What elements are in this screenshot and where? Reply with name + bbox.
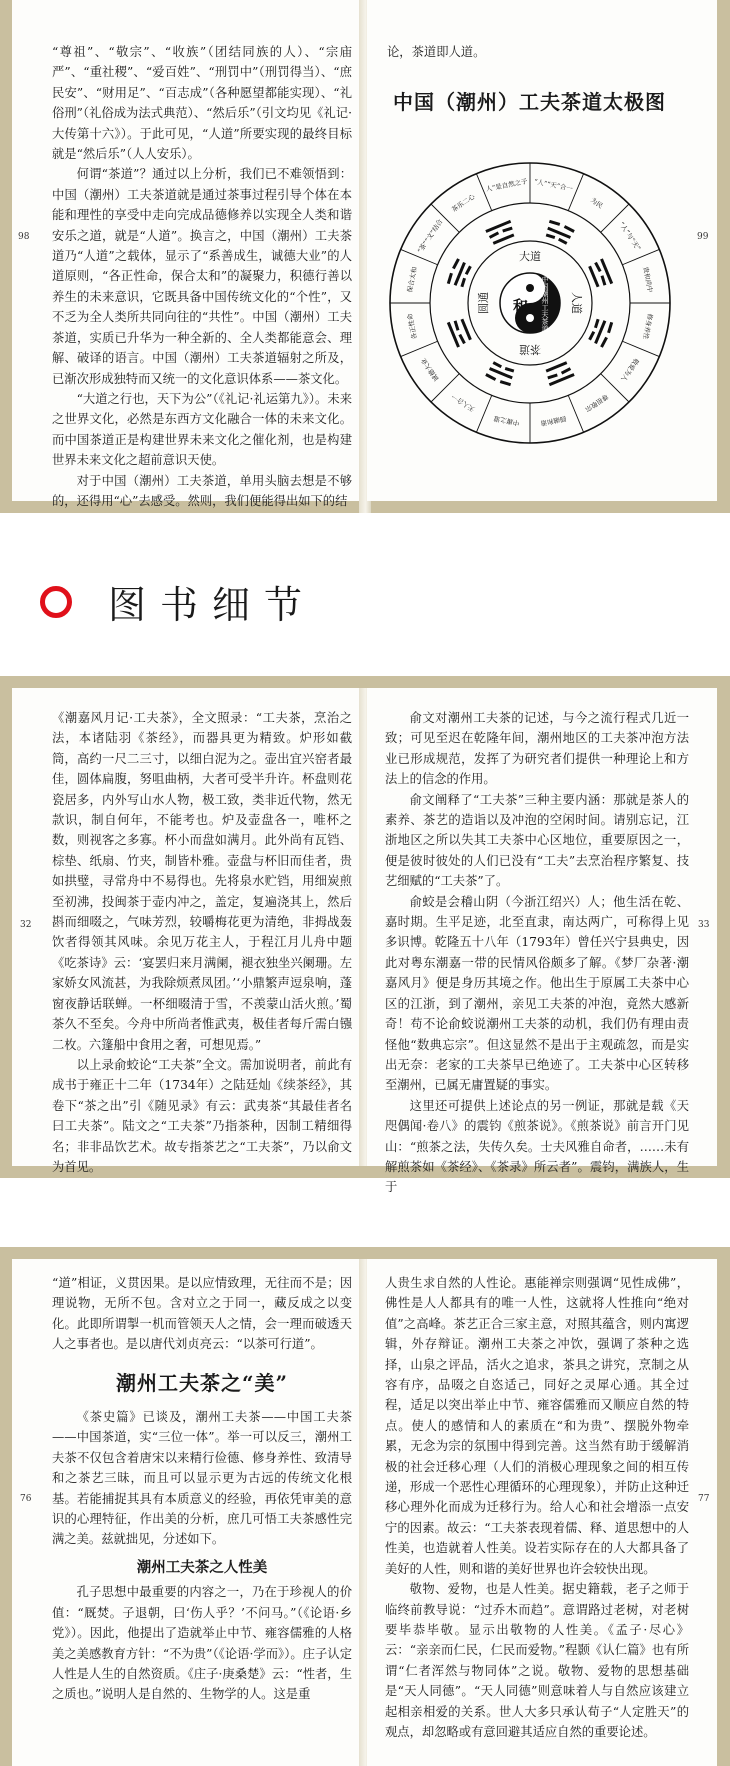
page-number: 32 bbox=[20, 920, 32, 930]
paragraph: “道”相证，义贯因果。是以应情致理，无往而不是；因理说物，无所不包。含对立之于同一，藏反成之以变化。此即所谓掣一机而管领天人之情，会一理而破透天人之事者也。是以唐代刘贞亮云：“以茶可行道”。 bbox=[52, 1276, 352, 1352]
outer-ring-label: 为民 bbox=[589, 196, 605, 211]
inner-ring-label: 人道 bbox=[570, 292, 583, 314]
outer-ring-label: 尊祖敬宗 bbox=[583, 392, 610, 414]
paragraph: 人贵生求自然的人性论。惠能禅宗则强调“见性成佛”，佛性是人人都具有的唯一人性，这就将人性推向“绝对值”之高峰。茶艺正合三家主意，对照其蕴含，则内寓逻辑，外存辩证。潮州工夫茶之冲饮，强调了茶种之选择，山泉之评品，活火之追求，茶具之讲究，烹制之从容有序，品啜之自恣适己，同好之灵犀心通。其全过程，适足以突出举止中节、雍容儒雅而又顺应自然的特点。使人的感情和人的素质在“和为贵”、摆脱外物牵累，无念为宗的氛围中得到完善。这当然有助于缓解消极的社会迁移心理（人们的消极心理现象之间的相互传递，形成一个恶性心理循环的心理现象），并防止这种迁移心理外化而成为迁移行为。给人心和社会增添一点安宁的因素。故云：“工夫茶表现着儒、释、道思想中的人性美，也造就着人性美。设若实际存在的人大都具备了美好的人性，则和谐的美好世界也许会较快出现。 bbox=[385, 1276, 689, 1576]
trigram-bar bbox=[564, 226, 574, 231]
trigram-bar bbox=[596, 263, 601, 272]
trigram-bar bbox=[548, 375, 558, 378]
paragraph: 《茶史篇》已谈及，潮州工夫茶——中国工夫茶——中国茶道，实“三位一体”。举一可以反三，潮州工夫茶不仅包含着唐宋以来精行俭德、修身养性、致清导和之茶艺三昧，而且可以显示更为古远的传统文化根基。若能捕捉其具有本质意义的经验，再依凭审美的意识的心理特征，作出美的分析，庶几可悟工夫茶感性完满之美。兹就拙见，分述如下。 bbox=[52, 1410, 352, 1547]
left-page-text bbox=[52, 42, 352, 511]
trigram-bar bbox=[602, 276, 605, 286]
ring-divider bbox=[476, 395, 491, 432]
trigram-bar bbox=[549, 221, 559, 224]
paragraph: 论，茶道即人道。 bbox=[387, 45, 486, 59]
right-page-text bbox=[385, 708, 689, 1198]
section-title: 图书细节 bbox=[108, 583, 317, 627]
book-spread-1 bbox=[0, 0, 730, 513]
center-text: 中国潮州工夫茶道 bbox=[541, 276, 549, 332]
paragraph: 俞文阐释了“工夫茶”三种主要内涵：那就是茶人的素养、茶艺的造诣以及冲泡的空闲时间。请别忘记，江浙地区之所以失其工夫茶中心区地位，重要原因之一，便是彼时彼处的人们已没有“工夫”去烹治程序繁复、技艺细赋的“工夫茶”了。 bbox=[385, 792, 689, 889]
trigram-bar bbox=[493, 235, 514, 244]
paragraph: 敬物、爱物，也是人性美。据史籍载，老子之师于临终前教导说：“过乔木而趋”。意谓路过老树，对老树要毕恭毕敬。显示出敬物的人性美。《孟子·尽心》云：“亲亲而仁民，仁民而爱物。”程颢《认仁篇》也有所谓“仁者浑然与物同体”之说。敬物、爱物的思想基础是“天人同德”。“天人同德”则意味着人与自然应该建立起相亲相爱的关系。世人大多只承认荀子“人定胜天”的观点，却忽略或有意回避其适应自然的重要论述。 bbox=[385, 1582, 689, 1739]
trigram-bar bbox=[559, 239, 567, 243]
trigram-bar bbox=[503, 228, 513, 231]
left-page-text bbox=[52, 1273, 352, 1705]
paragraph: “尊祖”、“敬宗”、“收族”（团结同族的人）、“宗庙严”、“重社稷”、“爱百姓”、“刑罚中”（刑罚得当）、“庶民安”、“财用足”、“百志成”（各种愿望都能实现）、“礼俗刑”（礼俗成为法式典范）、“然后乐”（引文均见《礼记·大传第十六》）。于此可见，“人道”所要实现的最终目标就是“然后乐”（人人安乐）。 bbox=[52, 45, 352, 162]
paragraph: 何谓“茶道”？通过以上分析，我们已不难领悟到：中国（潮州）工夫茶道就是通过茶事过程引导个体在本能和理性的享受中走向完成品德修养以实现全人类和谐安乐之道，就是“人道”。换言之，中国（潮州）工夫茶道乃“人道”之载体，显示了“系善成生，诚德大业”的人道原则，“各正性命，保合太和”的凝聚力，积德行善以养生的未来意识，它既具备中国传统文化的“个性”，又不乏为全人类所共同向往的“共性”。中国（潮州）工夫茶道，实质已升华为一种全新的、全人类都能意会、理解、破译的语言。中国（潮州）工夫茶道辐射之所及，已渐次形成独特而又统一的文化意识体系——茶文化。 bbox=[52, 167, 352, 386]
outer-ring-label: 中庸之道 bbox=[493, 414, 521, 428]
page-number: 33 bbox=[698, 920, 710, 930]
ring-divider bbox=[401, 341, 438, 356]
trigram-bar bbox=[462, 278, 465, 287]
outer-ring-label: 保合太和 bbox=[405, 266, 419, 294]
trigram-bar bbox=[500, 382, 510, 385]
page-number: 98 bbox=[18, 232, 30, 242]
page-number: 99 bbox=[697, 232, 709, 242]
paragraph: “大道之行也，天下为公”（《礼记·礼运第九》）。未来之世界文化，必然是东西方文化融合一体的未来文化。而中国茶道正是构建世界未来文化之催化剂，也是构建世界未来文化之超前意识天使。 bbox=[52, 391, 352, 468]
trigram-bar bbox=[562, 369, 571, 374]
trigram-bar bbox=[609, 322, 612, 332]
trigram-bar bbox=[595, 319, 598, 328]
paragraph: 俞文对潮州工夫茶的记述，与今之流行程式几近一致；可见至迟在乾隆年间，潮州地区的工夫茶冲泡方法业已形成规范，发挥了为研究者们提供一种理论上和方法上的信念的作用。 bbox=[385, 711, 689, 787]
trigram-bar bbox=[505, 368, 514, 371]
inner-ring-label: 茶道 bbox=[519, 343, 541, 356]
trigram-bar bbox=[590, 332, 594, 340]
right-page-text bbox=[387, 42, 687, 62]
book-spread-2 bbox=[0, 676, 730, 1195]
ring-divider bbox=[568, 395, 583, 432]
outer-ring-label: 茶乐二心 bbox=[450, 192, 477, 214]
outer-ring-label: 各正性命 bbox=[405, 312, 419, 340]
paragraph: 这里还可提供上述论点的另一例证，那就是载《天咫偶闻·卷八》的震钧《煎茶说》。《煎茶说》前言开门见山：“煎茶之法，失传久矣。士夫风雅自命者，……未有解煎茶如《茶经》、《茶录》所云者”。震钧，满族人，生于 bbox=[385, 1098, 689, 1195]
outer-ring-label: 诚德大业 bbox=[419, 356, 441, 383]
paragraph: 《潮嘉风月记·工夫茶》，全文照录：“工夫茶，烹治之法，本诸陆羽《茶经》，而器具更为精致。炉形如截筒，高约一尺二三寸，以细白泥为之。壶出宜兴窑者最佳，圆体扁腹，努咀曲柄，大者可受半升许。杯盘则花瓷居多，内外写山水人物，极工致，类非近代物，然无款识，制自何年，不能考也。炉及壶盘各一，唯杯之数，则视客之多寡。杯小而盘如满月。此外尚有瓦铛、棕垫、纸扇、竹夹，制皆朴雅。壶盘与杯旧而佳者，贵如拱璧，寻常舟中不易得也。先将泉水贮铛，用细炭煎至初沸，投闽茶于壶内冲之，盖定，复遍浇其上，然后斟而细啜之，气味芳烈，较嚼梅花更为清绝，非拇战轰饮者得领其风味。余见万花主人，于程江月儿舟中题《吃茶诗》云：‘宴罢归来月满阑，褪衣独坐兴阑珊。左家娇女风流甚，为我除烦煮凤团。’‘小鼎繁声逗泉响，蓬窗夜静话联蝉。一杯细啜清于雪，不羡蒙山活火煎。’蜀茶久不至矣。今舟中所尚者惟武夷，极佳者每斤需白镪二枚。六篷船中食用之奢，可想见焉。” bbox=[52, 711, 352, 1052]
right-page bbox=[367, 688, 717, 1195]
ring-divider bbox=[622, 249, 659, 264]
chapter-title: 潮州工夫茶之“美” bbox=[115, 1370, 288, 1395]
ring-divider bbox=[622, 341, 659, 356]
inner-ring-label: 圆通 bbox=[477, 292, 490, 314]
trigram-bar bbox=[462, 319, 471, 340]
outer-ring-label: 圆融和谐 bbox=[539, 414, 567, 428]
paragraph: 孔子思想中最重要的内容之一，乃在于珍视人的价值：“厩焚。子退朝，曰‘伤人乎？’不问马。”（《论语·乡党》）。因此，他提出了造就举止中节、雍容儒雅的人格美之美感教育方针：“不为贵”（《论语·学而》）。庄子认定人性是人生的自然资质。《庄子·庚桑楚》云：“性者，生之质也。”说明人是自然的、生物学的人。这是重 bbox=[52, 1585, 352, 1702]
paragraph: 以上录俞蛟论“工夫茶”全文。需加说明者，前此有成书于雍正十二年（1734年）之陆廷灿《续茶经》，其卷下“茶之出”引《随见录》有云：武夷茶“其最佳者名曰工夫茶”。陆文之“工夫茶”乃指茶种，因制工精细得名；非非品饮艺术。故专指茶艺之“工夫茶”，乃以俞文为首见。 bbox=[52, 1057, 352, 1174]
left-page bbox=[12, 0, 367, 508]
trigram-bar bbox=[546, 235, 555, 238]
outer-ring-label: “人”与“天” bbox=[617, 220, 643, 253]
trigram-bar bbox=[601, 337, 606, 347]
taiji-diagram bbox=[385, 158, 675, 448]
trigram-bar bbox=[493, 363, 501, 367]
center-label: 和 bbox=[513, 297, 529, 315]
outer-ring-label: 人”是自然之子 bbox=[485, 177, 529, 194]
outer-ring-label: “人”“天”合一 bbox=[533, 177, 574, 194]
paragraph: 对于中国（潮州）工夫茶道，单用头脑去想是不够的，还得用“心”去感受。然则，我们便能得出如下的结 bbox=[52, 473, 352, 508]
page-number: 76 bbox=[20, 1494, 32, 1504]
outer-ring-label: 贵和尚中 bbox=[641, 266, 655, 294]
trigram-bar bbox=[460, 335, 465, 344]
left-page-text bbox=[52, 708, 352, 1177]
section-heading: 潮州工夫茶之人性美 bbox=[136, 1558, 268, 1576]
left-page bbox=[12, 688, 367, 1174]
right-page bbox=[367, 0, 717, 501]
outer-ring-label: 修身养性 bbox=[641, 312, 655, 340]
right-page bbox=[367, 1259, 717, 1766]
book-spread-3 bbox=[0, 1247, 730, 1766]
red-circle-icon bbox=[40, 586, 72, 618]
right-page-text bbox=[385, 1273, 689, 1742]
trigram-bar bbox=[490, 233, 499, 238]
paragraph: 俞蛟是会稽山阴（今浙江绍兴）人；他生活在乾、嘉时期。生平足迹，北至直隶，南达两广，可称得上见多识博。乾隆五十八年（1793年）曾任兴宁县典史，因此对粤东潮嘉一带的民情风俗颇多了解。《梦厂杂著·潮嘉风月》便是身历其境之作。他出生于原属工夫茶中心区的江浙，到了潮州，亲见工夫茶的冲泡，竟然大感新奇！苟不论俞蛟说潮州工夫茶的动机，我们仍有理由责怪他“数典忘宗”。但这显然不是出于主观疏忽，而是实出无奈：老家的工夫茶早已绝迹了。工夫茶中心区转移至潮州，已属无庸置疑的事实。 bbox=[385, 894, 689, 1093]
outer-ring-label: 天人合一 bbox=[450, 392, 477, 414]
trigram-bar bbox=[486, 374, 496, 379]
page-number: 77 bbox=[698, 1494, 710, 1504]
outer-ring-label: 敬爱为人 bbox=[619, 356, 641, 383]
left-page bbox=[12, 1259, 367, 1766]
trigram-bar bbox=[466, 266, 470, 274]
inner-ring-label: 大道 bbox=[519, 250, 541, 263]
trigram-bar bbox=[546, 363, 567, 372]
outer-ring-label: “茶”“文”结合 bbox=[415, 217, 445, 255]
trigram-bar bbox=[455, 321, 458, 331]
trigram-bar bbox=[453, 259, 458, 269]
trigram-bar bbox=[590, 266, 599, 287]
diagram-title: 中国（潮州）工夫茶道太极图 bbox=[393, 90, 666, 114]
trigram-bar bbox=[448, 273, 451, 283]
